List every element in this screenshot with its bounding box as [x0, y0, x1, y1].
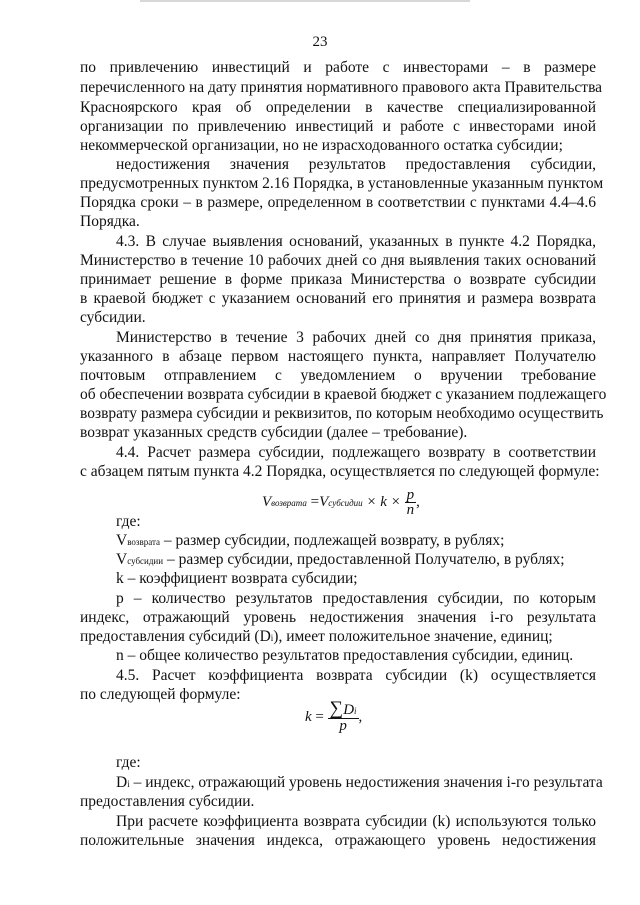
text-line: организации по привлечению инвестиций и работе с инвесторами иной	[80, 118, 596, 135]
definition-p: p – количество результатов предоставления субсидии, по которым	[116, 590, 596, 607]
scan-edge-artifact	[140, 0, 470, 2]
text-line: об обеспечении возврата субсидии в краевой бюджет с указанием подлежащего	[80, 386, 607, 403]
text-line: возврат указанных средств субсидии (далее – требование).	[80, 424, 468, 441]
text-line: 4.3. В случае выявления оснований, указанных в пункте 4.2 Порядка,	[116, 233, 596, 250]
page-number: 23	[312, 34, 328, 50]
text-line: Порядка сроки – в размере, определенном в соответствии с пунктами 4.4–4.6	[80, 194, 596, 211]
definition-k: k – коэффициент возврата субсидии;	[116, 570, 358, 587]
text-line: почтовым отправлением с уведомлением о вручении требование	[80, 367, 596, 384]
text-line: субсидии.	[80, 309, 146, 326]
text-line: указанного в абзаце первом настоящего пункта, направляет Получателю	[80, 348, 596, 365]
text-line: Министерство в течение 3 рабочих дней со дня принятия приказа,	[116, 329, 596, 346]
text-line: индекс, отражающий уровень недостижения значения i-го результата	[80, 609, 596, 626]
text-line: При расчете коэффициента возврата субсидии (k) используются только	[116, 813, 596, 830]
text-line: недостижения значения результатов предоставления субсидии,	[116, 156, 596, 173]
text-line: перечисленного на дату принятия нормативного правового акта Правительства	[80, 79, 603, 96]
text-line: предоставления субсидий (Di), имеет положительное значение, единиц;	[80, 628, 553, 645]
where-label: где:	[116, 513, 141, 530]
text-line: с абзацем пятым пункта 4.2 Порядка, осуществляется по следующей формуле:	[80, 463, 600, 480]
text-line: возврату размера субсидии и реквизитов, по которым необходимо осуществить	[80, 405, 604, 422]
text-line: положительные значения индекса, отражающего уровень недостижения	[80, 832, 596, 849]
text-line: по следующей формуле:	[80, 686, 241, 703]
definition-v-return: Vвозврата – размер субсидии, подлежащей возврату, в рублях;	[116, 532, 505, 549]
definition-v-subsidy: Vсубсидии – размер субсидии, предоставленной Получателю, в рублях;	[116, 551, 565, 568]
text-line: предусмотренных пунктом 2.16 Порядка, в установленные указанным пунктом	[80, 175, 604, 192]
text-line: предоставления субсидии.	[80, 793, 255, 810]
where-label: где:	[116, 754, 141, 771]
fraction-p-over-n: $\frac{p}{n}$	[406, 487, 415, 518]
text-line: 4.4. Расчет размера субсидии, подлежащего возврату в соответствии	[116, 444, 596, 461]
formula-refund-amount: Vвозврата =Vсубсидии × k × $\frac{p}{n}$ ,	[262, 487, 420, 518]
definition-n: n – общее количество результатов предоставления субсидии, единиц.	[116, 647, 574, 664]
text-line: по привлечению инвестиций и работе с инвесторами – в размере	[80, 59, 596, 76]
text-line: 4.5. Расчет коэффициента возврата субсидии (k) осуществляется	[116, 667, 596, 684]
text-line: Красноярского края об определении в качестве специализированной	[80, 99, 596, 116]
text-line: принимает решение в форме приказа Министерства о возврате субсидии	[80, 271, 596, 288]
definition-d: Di – индекс, отражающий уровень недостижения значения i-го результата	[116, 774, 603, 791]
text-line: в краевой бюджет с указанием оснований его принятия и размера возврата	[80, 290, 596, 307]
formula-return-coefficient: k = $\frac{\sum Di}{p}$ ,	[305, 698, 363, 734]
fraction-sum-over-p: $\frac{\sum Di}{p}$	[329, 698, 357, 734]
text-line: Порядка.	[80, 213, 140, 230]
text-line: некоммерческой организации, но не израсходованного остатка субсидии;	[80, 137, 563, 154]
text-line: Министерство в течение 10 рабочих дней со дня выявления таких оснований	[80, 252, 596, 269]
